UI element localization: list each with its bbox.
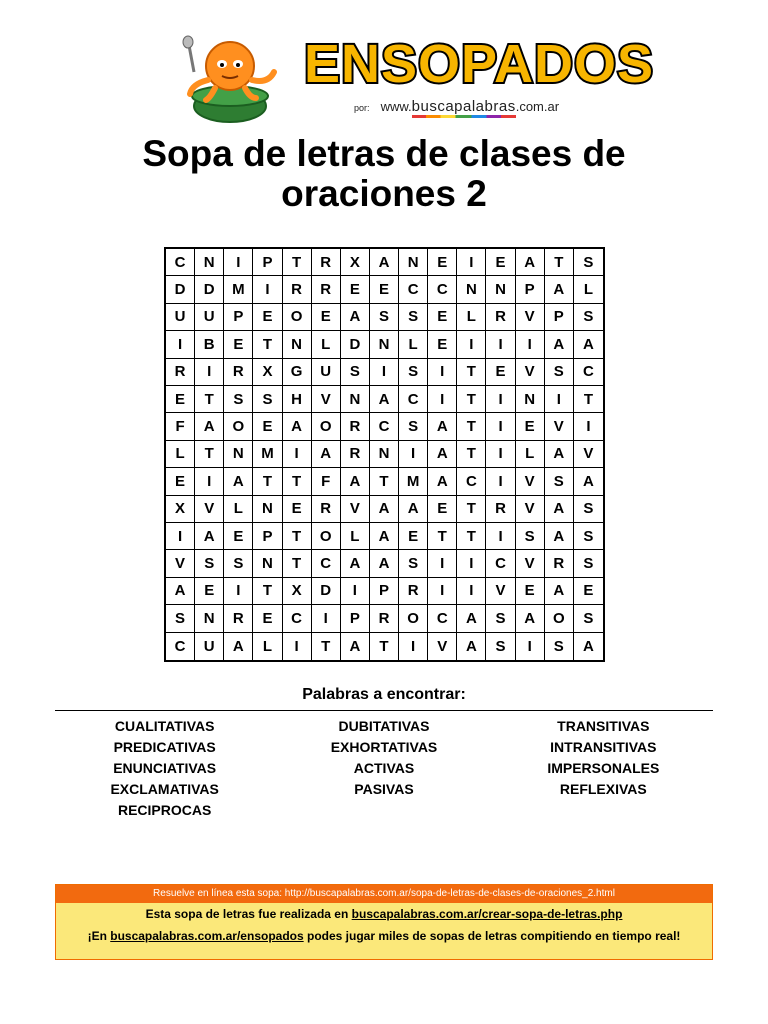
grid-cell: P	[224, 304, 253, 331]
grid-cell: A	[583, 637, 594, 655]
grid-cell: V	[516, 468, 545, 495]
grid-cell: R	[486, 496, 515, 523]
grid-cell: I	[195, 468, 224, 495]
grid-cell: S	[486, 633, 515, 660]
grid-cell: E	[166, 468, 195, 495]
grid-cell: A	[545, 276, 574, 303]
grid-cell: E	[283, 496, 312, 523]
grid-cell: I	[224, 578, 253, 605]
word-item: PREDICATIVAS	[113, 739, 216, 755]
grid-cell: T	[195, 386, 224, 413]
grid-cell: N	[370, 331, 399, 358]
grid-cell: S	[545, 468, 574, 495]
grid-cell: U	[312, 359, 341, 386]
grid-cell: N	[341, 386, 370, 413]
grid-cell: A	[224, 633, 253, 660]
grid-cell: V	[545, 413, 574, 440]
word-item: ACTIVAS	[353, 760, 415, 776]
grid-cell: S	[370, 304, 399, 331]
grid-cell: N	[253, 550, 282, 577]
grid-cell: I	[428, 386, 457, 413]
word-item: CUALITATIVAS	[114, 718, 215, 734]
divider	[55, 710, 713, 711]
grid-cell: D	[341, 331, 370, 358]
grid-cell: A	[545, 496, 574, 523]
grid-cell: S	[486, 605, 515, 632]
grid-cell: T	[457, 386, 486, 413]
grid-cell: A	[428, 441, 457, 468]
grid-cell: S	[574, 304, 603, 331]
grid-cell: E	[341, 276, 370, 303]
grid-cell: X	[166, 496, 195, 523]
grid-cell: T	[283, 523, 312, 550]
grid-cell: I	[195, 359, 224, 386]
grid-cell: R	[283, 276, 312, 303]
grid-cell: E	[486, 359, 515, 386]
grid-cell: D	[195, 276, 224, 303]
grid-cell: E	[312, 304, 341, 331]
ensopados-promo-line	[56, 925, 712, 947]
grid-cell: V	[516, 550, 545, 577]
by-label: por:	[354, 103, 370, 113]
grid-cell: L	[312, 331, 341, 358]
site-url	[381, 99, 559, 114]
grid-cell: E	[253, 605, 282, 632]
grid-cell: I	[486, 331, 515, 358]
word-column-2	[274, 716, 493, 821]
grid-cell: R	[399, 578, 428, 605]
grid-cell: V	[574, 441, 603, 468]
grid-cell: A	[457, 605, 486, 632]
grid-cell: M	[399, 468, 428, 495]
grid-cell: D	[312, 578, 341, 605]
grid-cell: O	[312, 413, 341, 440]
grid-cell: E	[486, 249, 515, 276]
grid-cell: X	[253, 359, 282, 386]
grid-cell: C	[399, 386, 428, 413]
grid-cell: A	[370, 496, 399, 523]
grid-cell: A	[399, 496, 428, 523]
word-item: IMPERSONALES	[547, 760, 660, 776]
grid-cell: E	[253, 413, 282, 440]
grid-cell: O	[312, 523, 341, 550]
grid-cell: C	[166, 249, 195, 276]
grid-cell: T	[253, 468, 282, 495]
grid-cell: C	[399, 276, 428, 303]
page-title	[0, 134, 768, 214]
grid-cell: X	[283, 578, 312, 605]
promo-suffix: podes jugar miles de sopas de letras compitiendo en tiempo real!	[303, 929, 681, 943]
grid-cell: L	[224, 496, 253, 523]
grid-cell: S	[341, 359, 370, 386]
grid-cell: C	[283, 605, 312, 632]
grid-cell: I	[253, 276, 282, 303]
grid-cell: N	[195, 605, 224, 632]
grid-cell: N	[486, 276, 515, 303]
grid-cell: T	[253, 578, 282, 605]
grid-cell: E	[224, 331, 253, 358]
grid-cell: A	[166, 578, 195, 605]
site-name: buscapalabras	[412, 98, 516, 118]
grid-cell: C	[574, 359, 603, 386]
grid-cell: T	[428, 523, 457, 550]
grid-cell: V	[166, 550, 195, 577]
grid-cell: E	[224, 523, 253, 550]
footer-box	[55, 884, 713, 960]
grid-cell: O	[224, 413, 253, 440]
grid-cell: E	[399, 523, 428, 550]
grid-cell: T	[253, 331, 282, 358]
grid-cell: A	[545, 523, 574, 550]
grid-cell: I	[341, 578, 370, 605]
grid-cell: R	[545, 550, 574, 577]
grid-cell: I	[486, 523, 515, 550]
grid-cell: V	[341, 496, 370, 523]
grid-cell: T	[312, 633, 341, 660]
grid-cell: N	[224, 441, 253, 468]
grid-cell: S	[166, 605, 195, 632]
site-suffix: .com.ar	[515, 99, 560, 114]
grid-cell: I	[224, 249, 253, 276]
grid-cell: C	[370, 413, 399, 440]
grid-cell: R	[312, 276, 341, 303]
grid-cell: I	[486, 468, 515, 495]
grid-cell: T	[545, 249, 574, 276]
grid-cell: R	[370, 605, 399, 632]
grid-cell: I	[457, 249, 486, 276]
grid-cell: A	[370, 249, 399, 276]
grid-cell: P	[341, 605, 370, 632]
word-item: RECIPROCAS	[117, 802, 212, 818]
grid-cell: N	[253, 496, 282, 523]
grid-cell: S	[574, 249, 603, 276]
grid-cell: P	[253, 523, 282, 550]
grid-cell: V	[486, 578, 515, 605]
grid-cell: D	[166, 276, 195, 303]
grid-cell: E	[428, 496, 457, 523]
grid-cell: E	[166, 386, 195, 413]
grid-cell: I	[486, 386, 515, 413]
grid-cell: T	[574, 386, 603, 413]
grid-cell: U	[195, 304, 224, 331]
grid-cell: I	[166, 523, 195, 550]
grid-cell: T	[457, 496, 486, 523]
grid-cell: A	[457, 633, 486, 660]
grid-cell: L	[457, 304, 486, 331]
grid-cell: I	[457, 578, 486, 605]
grid-cell: S	[574, 523, 603, 550]
grid-cell: E	[516, 578, 545, 605]
word-item: ENUNCIATIVAS	[113, 760, 217, 776]
word-item: EXCLAMATIVAS	[110, 781, 219, 797]
grid-cell: T	[457, 359, 486, 386]
grid-cell: E	[370, 276, 399, 303]
grid-cell: N	[399, 249, 428, 276]
grid-cell: T	[457, 413, 486, 440]
grid-cell: L	[166, 441, 195, 468]
grid-cell: I	[457, 550, 486, 577]
grid-cell: I	[516, 331, 545, 358]
grid-cell: F	[166, 413, 195, 440]
grid-cell: L	[399, 331, 428, 358]
grid-cell: T	[283, 249, 312, 276]
grid-cell: R	[224, 359, 253, 386]
grid-cell: T	[283, 468, 312, 495]
grid-cell: V	[516, 304, 545, 331]
grid-cell: A	[224, 468, 253, 495]
ensopados-link[interactable]: buscapalabras.com.ar/ensopados	[110, 929, 304, 943]
logo-text: ENSOPADOS	[304, 34, 655, 94]
grid-cell: P	[370, 578, 399, 605]
grid-cell: O	[545, 605, 574, 632]
grid-cell: S	[399, 359, 428, 386]
grid-cell: A	[545, 331, 574, 358]
grid-cell: E	[428, 304, 457, 331]
grid-cell: L	[574, 276, 603, 303]
grid-cell: A	[428, 468, 457, 495]
grid-cell: R	[341, 441, 370, 468]
grid-cell: S	[399, 413, 428, 440]
grid-cell: I	[283, 633, 312, 660]
grid-cell: C	[486, 550, 515, 577]
grid-cell: S	[399, 550, 428, 577]
grid-cell: I	[486, 441, 515, 468]
grid-cell: V	[428, 633, 457, 660]
grid-cell: S	[574, 496, 603, 523]
grid-cell: T	[457, 523, 486, 550]
grid-cell: A	[370, 523, 399, 550]
grid-cell: R	[166, 359, 195, 386]
grid-cell: A	[341, 633, 370, 660]
grid-cell: N	[370, 441, 399, 468]
grid-cell: N	[516, 386, 545, 413]
grid-cell: N	[457, 276, 486, 303]
grid-cell: L	[253, 633, 282, 660]
grid-cell: T	[457, 441, 486, 468]
grid-cell: C	[428, 605, 457, 632]
made-prefix: Esta sopa de letras fue realizada en	[145, 907, 352, 921]
grid-cell: A	[283, 413, 312, 440]
grid-cell: A	[312, 441, 341, 468]
grid-cell: I	[312, 605, 341, 632]
grid-cell: I	[428, 359, 457, 386]
grid-cell: E	[428, 331, 457, 358]
site-prefix: www.	[380, 99, 412, 114]
grid-cell: I	[574, 413, 603, 440]
grid-cell: S	[545, 359, 574, 386]
grid-cell: A	[195, 523, 224, 550]
grid-cell: F	[312, 468, 341, 495]
grid-cell: I	[428, 550, 457, 577]
grid-cell: O	[399, 605, 428, 632]
grid-cell: R	[312, 496, 341, 523]
title-line-2: oraciones 2	[281, 173, 487, 214]
grid-cell: E	[516, 413, 545, 440]
create-puzzle-link[interactable]: buscapalabras.com.ar/crear-sopa-de-letras.php	[351, 907, 623, 921]
grid-cell: P	[516, 276, 545, 303]
word-item: TRANSITIVAS	[557, 718, 650, 734]
title-line-1: Sopa de letras de clases de	[142, 133, 626, 174]
online-solve-link[interactable]: Resuelve en línea esta sopa: http://buscapalabras.com.ar/sopa-de-letras-de-clases-de-oraciones_2.html	[56, 885, 712, 903]
grid-cell: C	[428, 276, 457, 303]
grid-cell: S	[574, 605, 603, 632]
grid-cell: A	[516, 249, 545, 276]
grid-cell: A	[574, 468, 603, 495]
grid-cell: S	[195, 550, 224, 577]
grid-cell: E	[574, 578, 603, 605]
grid-cell: M	[253, 441, 282, 468]
grid-cell: R	[312, 249, 341, 276]
grid-cell: C	[457, 468, 486, 495]
grid-cell: C	[166, 633, 195, 660]
grid-cell: S	[253, 386, 282, 413]
grid-cell: N	[195, 249, 224, 276]
octopus-mascot-icon	[180, 32, 280, 124]
grid-cell: T	[283, 550, 312, 577]
promo-prefix: ¡En	[87, 929, 111, 943]
letter-grid	[164, 247, 605, 662]
grid-cell: I	[399, 633, 428, 660]
grid-cell: H	[283, 386, 312, 413]
grid-cell: R	[224, 605, 253, 632]
grid-cell: A	[195, 413, 224, 440]
word-item: DUBITATIVAS	[338, 718, 430, 734]
grid-cell: T	[195, 441, 224, 468]
grid-cell: N	[283, 331, 312, 358]
grid-cell: A	[370, 550, 399, 577]
grid-cell: V	[516, 496, 545, 523]
grid-cell: V	[312, 386, 341, 413]
grid-cell: I	[486, 413, 515, 440]
word-column-3	[494, 716, 713, 821]
grid-cell: M	[224, 276, 253, 303]
grid-cell: R	[341, 413, 370, 440]
grid-cell: I	[457, 331, 486, 358]
grid-cell: U	[166, 304, 195, 331]
word-column-1	[55, 716, 274, 821]
grid-cell: G	[283, 359, 312, 386]
grid-cell: S	[574, 550, 603, 577]
grid-cell: I	[545, 386, 574, 413]
words-heading: Palabras a encontrar:	[302, 686, 466, 703]
grid-cell: V	[516, 359, 545, 386]
grid-cell: A	[545, 578, 574, 605]
grid-cell: A	[428, 413, 457, 440]
grid-cell: S	[399, 304, 428, 331]
grid-cell: V	[195, 496, 224, 523]
grid-cell: B	[195, 331, 224, 358]
grid-cell: L	[341, 523, 370, 550]
grid-cell: A	[341, 468, 370, 495]
grid-cell: A	[545, 441, 574, 468]
word-item: EXHORTATIVAS	[330, 739, 438, 755]
grid-cell: I	[370, 359, 399, 386]
grid-cell: X	[341, 249, 370, 276]
grid-cell: T	[370, 633, 399, 660]
grid-cell: P	[545, 304, 574, 331]
grid-cell: A	[370, 386, 399, 413]
grid-cell: I	[166, 331, 195, 358]
grid-cell: A	[341, 304, 370, 331]
grid-cell: A	[574, 331, 603, 358]
grid-cell: R	[486, 304, 515, 331]
grid-cell: S	[224, 550, 253, 577]
grid-cell: I	[428, 578, 457, 605]
grid-cell: I	[399, 441, 428, 468]
grid-cell: I	[283, 441, 312, 468]
grid-cell: T	[370, 468, 399, 495]
grid-cell: S	[516, 523, 545, 550]
grid-cell: I	[516, 633, 545, 660]
grid-cell: E	[253, 304, 282, 331]
made-with-line	[56, 903, 712, 925]
word-item: INTRANSITIVAS	[550, 739, 657, 755]
site-credit	[354, 98, 559, 115]
word-item: REFLEXIVAS	[559, 781, 647, 797]
word-item: PASIVAS	[354, 781, 414, 797]
grid-cell: S	[224, 386, 253, 413]
grid-cell: L	[516, 441, 545, 468]
grid-cell: P	[253, 249, 282, 276]
grid-cell: C	[312, 550, 341, 577]
grid-cell: O	[283, 304, 312, 331]
grid-cell: E	[195, 578, 224, 605]
grid-cell: S	[545, 633, 574, 660]
grid-cell: A	[516, 605, 545, 632]
grid-cell: U	[195, 633, 224, 660]
grid-cell: A	[341, 550, 370, 577]
ensopados-logo	[298, 30, 655, 96]
word-list	[55, 716, 713, 821]
grid-cell: E	[428, 249, 457, 276]
